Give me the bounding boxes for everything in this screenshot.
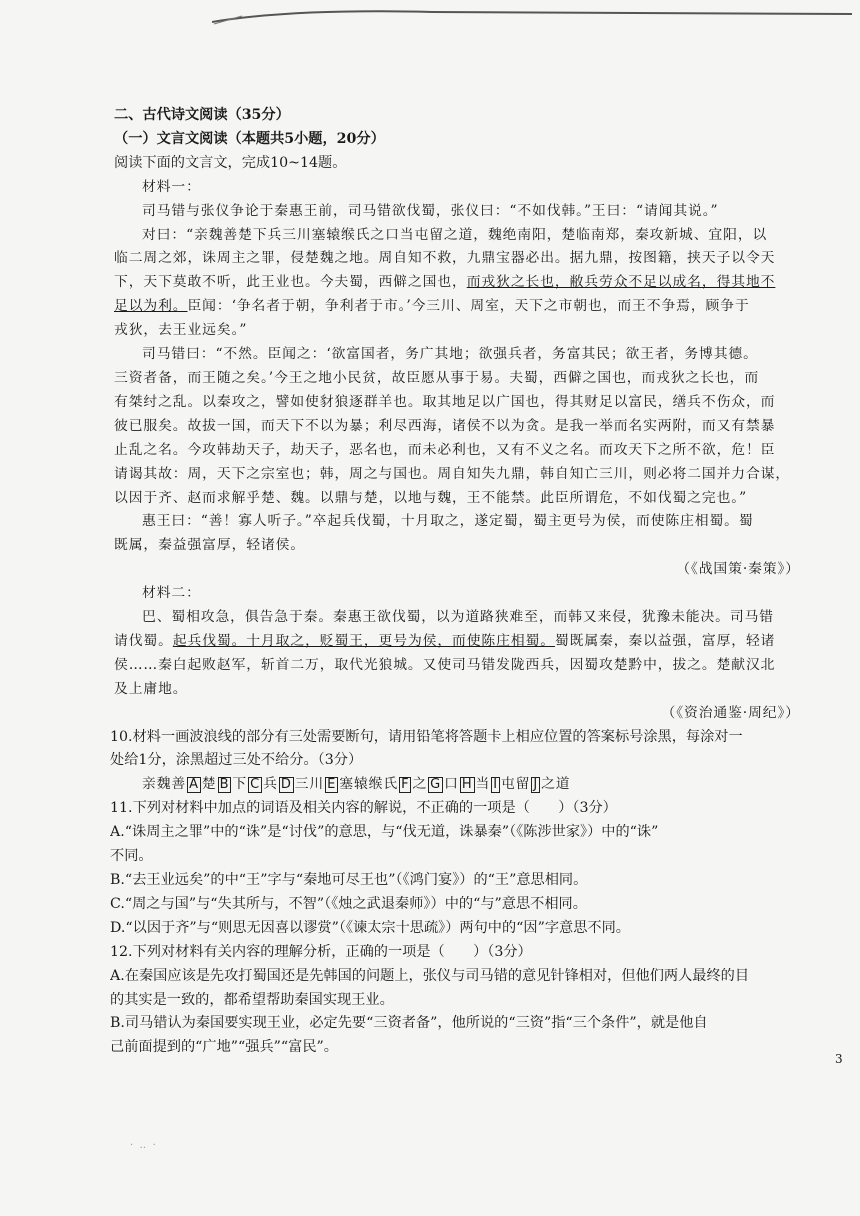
material2-line: 请伐蜀。起兵伐蜀。十月取之，贬蜀王，更号为侯，而使陈庄相蜀。蜀既属秦，秦以益强，富厚，轻诸 bbox=[114, 632, 776, 649]
question-11-option-b: B.“去王业远矣”的中“王”字与“秦地可尽王也”（《鸿门宴》）的“王”意思相同。 bbox=[110, 872, 588, 888]
material2-source: （《资治通鉴·周纪》） bbox=[661, 704, 800, 721]
section-heading: 二、古代诗文阅读（35分） bbox=[114, 107, 290, 123]
material1-source: （《战国策·秦策》） bbox=[676, 561, 800, 578]
material1-line: 请谒其故：周，天下之宗室也；韩，周之与国也。周自知失九鼎，韩自知亡三川，则必将二国并力合谋， bbox=[114, 465, 791, 482]
question-11-stem: 11.下列对材料中加点的词语及相关内容的解说，不正确的一项是（ ）（3分） bbox=[110, 800, 617, 817]
question-12-option-b: B.司马错认为秦国要实现王业，必定先要“三资者备”，他所说的“三资”指“三个条件”，就是他自 bbox=[110, 1015, 708, 1032]
question-12-option-b-cont: 己前面提到的“广地”“强兵”“富民”。 bbox=[110, 1039, 338, 1056]
material2-title: 材料二： bbox=[142, 585, 201, 602]
question-10-stem: 10.材料一画波浪线的部分有三处需要断句，请用铅笔将答题卡上相应位置的答案标号涂黑，每涂对一 bbox=[110, 728, 743, 745]
material1-line: 司马错与张仪争论于秦惠王前，司马错欲伐蜀，张仪曰：“不如伐韩。”王曰：“请闻其说。” bbox=[142, 202, 719, 219]
material1-line: 有桀纣之乱。以秦攻之，譬如使豺狼逐群羊也。取其地足以广国也，得其财足以富民，缮兵不伤众，而 bbox=[114, 393, 776, 410]
underlined-text: 起兵伐蜀。十月取之，贬蜀王，更号为侯，而使陈庄相蜀。 bbox=[172, 632, 555, 649]
answer-box-g[interactable]: G bbox=[430, 777, 442, 793]
material2-line: 巴、蜀相攻急，俱告急于秦。秦惠王欲伐蜀，以为道路狭难至，而韩又来侵，犹豫未能决。司马错 bbox=[142, 609, 774, 626]
material2-line: 侯……秦白起败赵军，斩首二万，取代光狼城。又使司马错发陇西兵，因蜀攻楚黔中，拔之。楚献汉北 bbox=[114, 656, 776, 673]
wavy-passage-start: 对曰：“亲魏善楚下兵三川塞辕缑氏之口当屯留之道，魏绝南阳，楚临南郑，秦攻新城、宜阳，以 bbox=[142, 226, 768, 243]
answer-box-f[interactable]: F bbox=[401, 777, 410, 793]
material1-line: 彼已服矣。故拔一国，而天下不以为暴；利尽西海，诸侯不以为贪。是我一举而名实两附，而又有禁暴 bbox=[114, 417, 776, 434]
underlined-text: 足以为利。 bbox=[114, 298, 188, 315]
question-11-option-c: C.“周之与国”与“失其所与，不智”（《烛之武退秦师》）中的“与”意思不相同。 bbox=[110, 895, 587, 912]
answer-box-i[interactable]: I bbox=[493, 777, 498, 793]
material2-line: 及上庸地。 bbox=[114, 680, 188, 697]
material1-title: 材料一： bbox=[142, 178, 201, 195]
question-11-option-a: A.“诛周主之罪”中的“诛”是“讨伐”的意思，与“伐无道，诛暴秦”（《陈涉世家》）中的“诛” bbox=[110, 824, 659, 841]
question-10-stem: 处给1分，涂黑超过三处不给分。（3分） bbox=[110, 752, 363, 769]
material1-line: 止乱之名。今攻韩劫天子，劫天子，恶名也，而未必利也，又有不义之名。而攻天下之所不欲，危！臣 bbox=[114, 441, 776, 458]
material1-line: 司马错曰：“不然。臣闻之：‘欲富国者，务广其地；欲强兵者，务富其民；欲王者，务博其德。 bbox=[142, 346, 758, 363]
answer-box-b[interactable]: B bbox=[219, 777, 230, 793]
question-12-stem: 12.下列对材料有关内容的理解分析，正确的一项是（ ）（3分） bbox=[110, 943, 532, 960]
exam-content bbox=[110, 104, 804, 1060]
answer-box-j[interactable]: J bbox=[533, 777, 539, 793]
sub-heading: （一）文言文阅读（本题共5小题，20分） bbox=[114, 130, 385, 147]
answer-box-d[interactable]: D bbox=[280, 777, 292, 793]
answer-box-e[interactable]: E bbox=[327, 777, 337, 793]
question-12-option-a-cont: 的其实是一致的，都希望帮助秦国实现王业。 bbox=[110, 991, 394, 1008]
instruction: 阅读下面的文言文，完成10~14题。 bbox=[114, 154, 347, 171]
question-11-option-d: D.“以因于齐”与“则思无因喜以谬赏”（《谏太宗十思疏》）两句中的“因”字意思不同。 bbox=[110, 919, 630, 936]
scan-edge-stroke bbox=[212, 4, 852, 26]
material1-line bbox=[114, 224, 804, 248]
scan-speck: · ‥ · bbox=[130, 1140, 156, 1151]
material1-line: 足以为利。臣闻：‘争名者于朝，争利者于市。’今三川、周室，天下之市朝也，而王不争焉，顾争于 bbox=[114, 298, 750, 315]
material1-line: 既属，秦益强富厚，轻诸侯。 bbox=[114, 537, 306, 554]
material1-line: 惠王曰：“善！寡人听子。”卒起兵伐蜀，十月取之，遂定蜀，蜀主更号为侯，而使陈庄相蜀。蜀 bbox=[142, 513, 754, 530]
page-number: 3 bbox=[835, 1052, 843, 1066]
answer-box-a[interactable]: A bbox=[189, 777, 199, 793]
answer-box-h[interactable]: H bbox=[461, 777, 473, 793]
material1-line: 三资者备，而王随之矣。’今王之地小民贫，故臣愿从事于易。夫蜀，西僻之国也，而戎狄之长也，而 bbox=[114, 369, 760, 386]
material1-line: 下，天下莫敢不听，此王业也。今夫蜀，西僻之国也，而戎狄之长也，敝兵劳众不足以成名，得其地不 bbox=[114, 274, 776, 291]
underlined-text: 而戎狄之长也，敝兵劳众不足以成名，得其地不 bbox=[466, 274, 776, 291]
material1-line: 戎狄，去王业远矣。” bbox=[114, 322, 248, 339]
question-10-options: 亲魏善 A 楚 B 下 C 兵 D 三川 E 塞辕缑氏 F 之 G 口 H 当 I 屯留 J 之道 bbox=[142, 776, 571, 793]
question-12-option-a: A.在秦国应该是先攻打蜀国还是先韩国的问题上，张仪与司马错的意见针锋相对，但他们两人最终的目 bbox=[110, 967, 750, 984]
material1-line: 临二周之郊，诛周主之罪，侵楚魏之地。周自知不救，九鼎宝器必出。据九鼎，按图籍，挟天子以令天 bbox=[114, 250, 776, 267]
material1-line: 以因于齐、赵而求解乎楚、魏。以鼎与楚，以地与魏，王不能禁。此臣所谓危，不如伐蜀之完也。” bbox=[114, 489, 748, 506]
answer-box-c[interactable]: C bbox=[250, 777, 261, 793]
question-11-option-a-cont: 不同。 bbox=[110, 848, 153, 865]
